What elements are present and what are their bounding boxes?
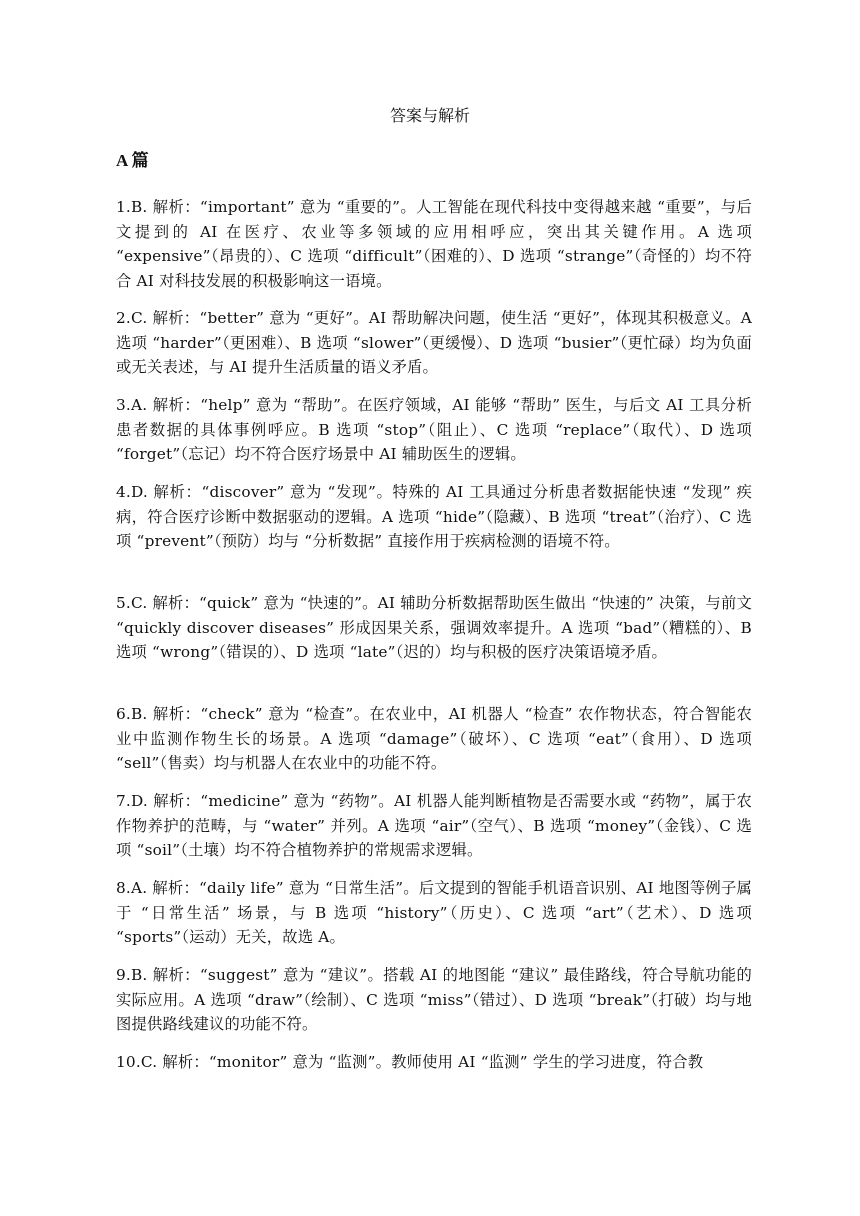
page-title: 答案与解析 bbox=[389, 106, 470, 125]
answer-item-5: 5.C. 解析：“quick” 意为 “快速的”。AI 辅助分析数据帮助医生做出 “快速的” 决策，与前文 “quickly discover diseases” 形成因果关系，强调效率提升。A 选项 “bad”（糟糕的）、B 选项 “wrong”（错误的）、D 选项 “late”（迟的）均与积极的医疗决策语境矛盾。 bbox=[116, 594, 752, 661]
answer-item-9: 9.B. 解析：“suggest” 意为 “建议”。搭载 AI 的地图能 “建议” 最佳路线，符合导航功能的实际应用。A 选项 “draw”（绘制）、C 选项 “miss”（错过）、D 选项 “break”（打破）均与地图提供路线建议的功能不符。 bbox=[116, 966, 752, 1033]
answer-item-4: 4.D. 解析：“discover” 意为 “发现”。特殊的 AI 工具通过分析患者数据能快速 “发现” 疾病，符合医疗诊断中数据驱动的逻辑。A 选项 “hide”（隐藏）、B 选项 “treat”（治疗）、C 选项 “prevent”（预防）均与 “分析数据” 直接作用于疾病检测的语境不符。 bbox=[116, 483, 752, 550]
answer-item-2: 2.C. 解析：“better” 意为 “更好”。AI 帮助解决问题，使生活 “更好”，体现其积极意义。A 选项 “harder”（更困难）、B 选项 “slower”（更缓慢）、D 选项 “busier”（更忙碌）均为负面或无关表述，与 AI 提升生活质量的语义矛盾。 bbox=[116, 309, 752, 376]
answer-item-1: 1.B. 解析：“important” 意为 “重要的”。人工智能在现代科技中变得越来越 “重要”，与后文提到的 AI 在医疗、农业等多领域的应用相呼应，突出其关键作用。A 选项 “expensive”（昂贵的）、C 选项 “difficult”（困难的）、D 选项 “strange”（奇怪的）均不符合 AI 对科技发展的积极影响这一语境。 bbox=[116, 198, 752, 290]
answer-item-8: 8.A. 解析：“daily life” 意为 “日常生活”。后文提到的智能手机语音识别、AI 地图等例子属于 “日常生活” 场景，与 B 选项 “history”（历史）、C 选项 “art”（艺术）、D 选项 “sports”（运动）无关，故选 A。 bbox=[116, 879, 752, 946]
answer-item-6: 6.B. 解析：“check” 意为 “检查”。在农业中，AI 机器人 “检查” 农作物状态，符合智能农业中监测作物生长的场景。A 选项 “damage”（破坏）、C 选项 “eat”（食用）、D 选项 “sell”（售卖）均与机器人在农业中的功能不符。 bbox=[116, 705, 752, 772]
answer-item-3: 3.A. 解析：“help” 意为 “帮助”。在医疗领域，AI 能够 “帮助” 医生，与后文 AI 工具分析患者数据的具体事例呼应。B 选项 “stop”（阻止）、C 选项 “replace”（取代）、D 选项 “forget”（忘记）均不符合医疗场景中 AI 辅助医生的逻辑。 bbox=[116, 396, 752, 463]
answer-item-7: 7.D. 解析：“medicine” 意为 “药物”。AI 机器人能判断植物是否需要水或 “药物”，属于农作物养护的范畴，与 “water” 并列。A 选项 “air”（空气）、B 选项 “money”（金钱）、C 选项 “soil”（土壤）均不符合植物养护的常规需求逻辑。 bbox=[116, 792, 752, 859]
answer-item-10: 10.C. 解析：“monitor” 意为 “监测”。教师使用 AI “监测” 学生的学习进度，符合教 bbox=[116, 1053, 704, 1071]
section-heading: A 篇 bbox=[116, 151, 149, 170]
